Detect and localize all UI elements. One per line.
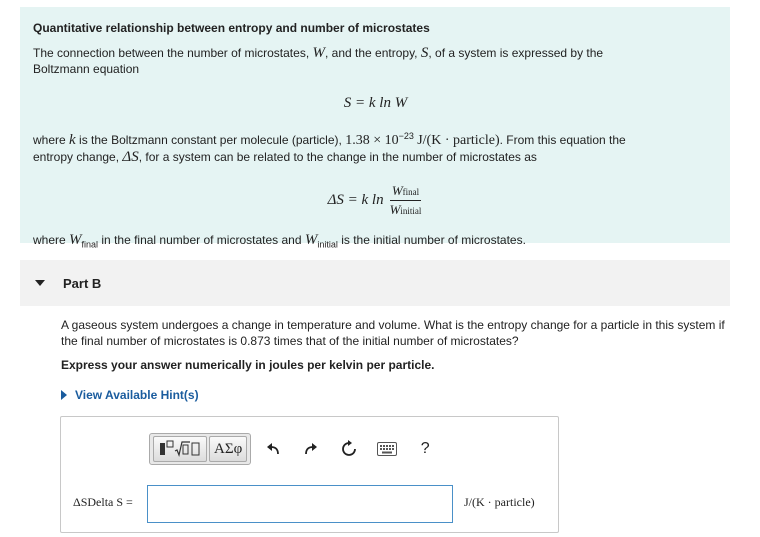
microstate-ratio: $\frac{\text{Wfinal}}{\text{Winitial}}$ <box>389 183 422 217</box>
keyboard-icon <box>377 442 397 456</box>
redo-button[interactable] <box>295 433 327 465</box>
templates-button[interactable] <box>153 436 207 462</box>
intro-paragraph-1: The connection between the number of microstates, W, and the entropy, S, of a system is expressed by the Boltzmann equation <box>33 45 604 76</box>
intro-paragraph-2: where k is the Boltzmann constant per molecule (particle), $1.38 \times 10^{-23}$ J/(K · particle). From this equation the entropy change, ΔS, for a system can be related to the change in the number of microstates as <box>33 131 626 165</box>
entropy-change-equation: ΔS = k ln $\frac{\text{Wfinal}}{\text{Winitial}}$ <box>327 183 422 217</box>
help-icon: ? <box>420 440 430 457</box>
answer-instruction: Express your answer numerically in joules per kelvin per particle. <box>61 358 435 372</box>
answer-box <box>60 416 559 533</box>
intro-panel <box>20 7 730 250</box>
reset-icon <box>340 440 358 458</box>
view-hints-label: View Available Hint(s) <box>75 388 199 402</box>
undo-button[interactable] <box>257 433 289 465</box>
keyboard-button[interactable] <box>371 433 403 465</box>
part-b-header[interactable] <box>20 260 730 306</box>
part-b-label: Part B <box>63 275 102 291</box>
greek-symbols-button[interactable] <box>209 436 247 462</box>
answer-input[interactable] <box>147 485 453 523</box>
math-toolbar <box>149 433 441 465</box>
answer-units: J/(K · particle) <box>464 495 535 509</box>
templates-icon <box>158 439 202 459</box>
help-button[interactable] <box>409 433 441 465</box>
undo-icon <box>265 441 281 457</box>
reset-button[interactable] <box>333 433 365 465</box>
answer-label: ΔSDelta S = <box>73 495 133 509</box>
view-hints-link[interactable] <box>61 388 199 402</box>
intro-title: Quantitative relationship between entropy and number of microstates <box>33 21 430 35</box>
intro-paragraph-3: where $W_{final}$ in the final number of microstates and $W_{initial}$ is the initial number of microstates. <box>33 232 526 250</box>
expand-triangle-icon <box>61 390 67 400</box>
redo-icon <box>303 441 319 457</box>
greek-symbols-label: ΑΣφ <box>214 440 243 457</box>
collapse-triangle-icon[interactable] <box>35 280 45 286</box>
template-group <box>149 433 251 465</box>
question-text: A gaseous system undergoes a change in temperature and volume. What is the entropy change for a particle in this system if the final number of microstates is 0.873 times that of the initial number of microstates? <box>61 318 725 348</box>
boltzmann-equation: S = k ln W <box>343 95 408 111</box>
